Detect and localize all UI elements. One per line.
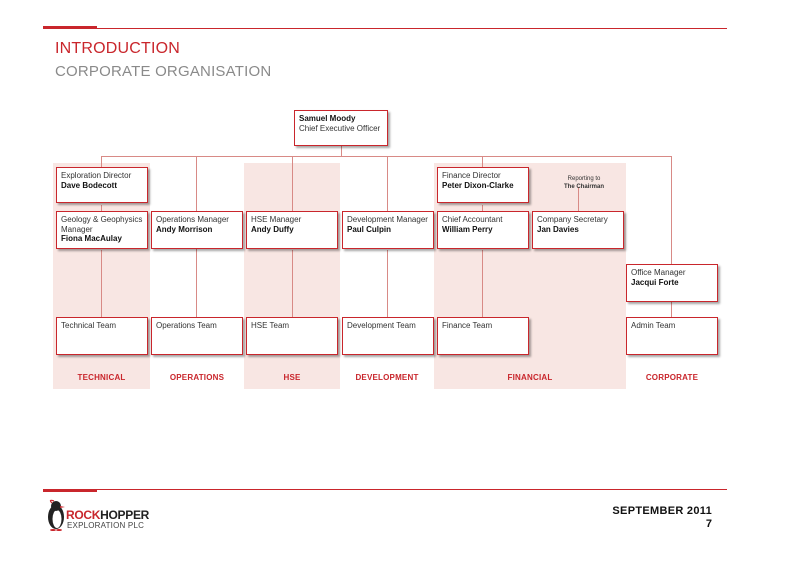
manager-name: Paul Culpin: [347, 224, 391, 234]
manager-role: Company Secretary: [537, 215, 608, 224]
page-subtitle: CORPORATE ORGANISATION: [55, 63, 272, 80]
team-box: [342, 317, 434, 355]
penguin-logo-icon: [44, 498, 68, 532]
manager-name: Jan Davies: [537, 224, 579, 234]
team-label: Technical Team: [61, 321, 116, 330]
ceo-box: [294, 110, 388, 146]
manager-role: Development Manager: [347, 215, 428, 224]
logo-word-2: HOPPER: [100, 508, 150, 522]
team-box: [56, 317, 148, 355]
reporting-note: [545, 175, 623, 191]
ceo-name: Samuel Moody: [299, 114, 356, 123]
manager-box: [56, 211, 148, 249]
company-logo-subtitle: EXPLORATION PLC: [67, 521, 145, 530]
manager-name: Andy Morrison: [156, 224, 213, 234]
exploration-director-name: Dave Bodecott: [61, 180, 118, 190]
manager-box: [437, 211, 529, 249]
exploration-director-role: Exploration Director: [61, 171, 132, 180]
office-to-team: [671, 302, 672, 318]
ceo-role: Chief Executive Officer: [299, 123, 381, 133]
department-label: FINANCIAL: [507, 373, 553, 382]
page-title: INTRODUCTION: [55, 40, 181, 57]
manager-box: [246, 211, 338, 249]
manager-name: Andy Duffy: [251, 224, 294, 234]
development-to-team: [387, 250, 388, 318]
finance-director-name: Peter Dixon-Clarke: [442, 180, 514, 190]
footer-rule: [43, 489, 727, 490]
team-label: Finance Team: [442, 321, 493, 330]
team-label: Admin Team: [631, 321, 676, 330]
team-label: Development Team: [347, 321, 416, 330]
reporting-note-line2: The Chairman: [563, 184, 604, 190]
manager-box: [532, 211, 624, 249]
team-label: HSE Team: [251, 321, 290, 330]
manager-box: [151, 211, 243, 249]
corporate-connector: [671, 156, 672, 264]
exploration-director-box: [56, 167, 148, 203]
office-manager-role: Office Manager: [631, 268, 686, 277]
hse-connector: [292, 156, 293, 212]
footer-date: SEPTEMBER 2011: [612, 505, 712, 517]
development-connector: [387, 156, 388, 212]
manager-role: HSE Manager: [251, 215, 302, 224]
manager-role: Chief Accountant: [442, 215, 503, 224]
office-manager-name: Jacqui Forte: [631, 277, 679, 287]
team-label: Operations Team: [156, 321, 217, 330]
logo-word-1: ROCK: [66, 508, 101, 522]
office-manager-box: [626, 264, 718, 302]
team-box: [246, 317, 338, 355]
finance-director-role: Finance Director: [442, 171, 501, 180]
accountant-to-team: [482, 250, 483, 318]
footer-rule-accent: [43, 489, 97, 492]
manager-role: Operations Manager: [156, 215, 229, 224]
department-label: TECHNICAL: [77, 373, 126, 382]
manager-name: Fiona MacAulay: [61, 234, 122, 243]
team-box: [151, 317, 243, 355]
department-label: DEVELOPMENT: [355, 373, 419, 382]
department-label: HSE: [283, 373, 301, 382]
geology-to-team: [101, 250, 102, 318]
department-label: OPERATIONS: [169, 373, 225, 382]
company-logo-wordmark: [66, 508, 149, 522]
page-number: 7: [705, 518, 712, 530]
team-box: [626, 317, 718, 355]
hse-to-team: [292, 250, 293, 318]
manager-role: Geology & Geophysics Manager: [61, 215, 143, 234]
reporting-note-line1: Reporting to: [567, 176, 601, 182]
manager-name: William Perry: [442, 224, 493, 234]
team-box: [437, 317, 529, 355]
header-rule: [43, 28, 727, 29]
manager-box: [342, 211, 434, 249]
finance-director-box: [437, 167, 529, 203]
department-label: CORPORATE: [645, 373, 699, 382]
